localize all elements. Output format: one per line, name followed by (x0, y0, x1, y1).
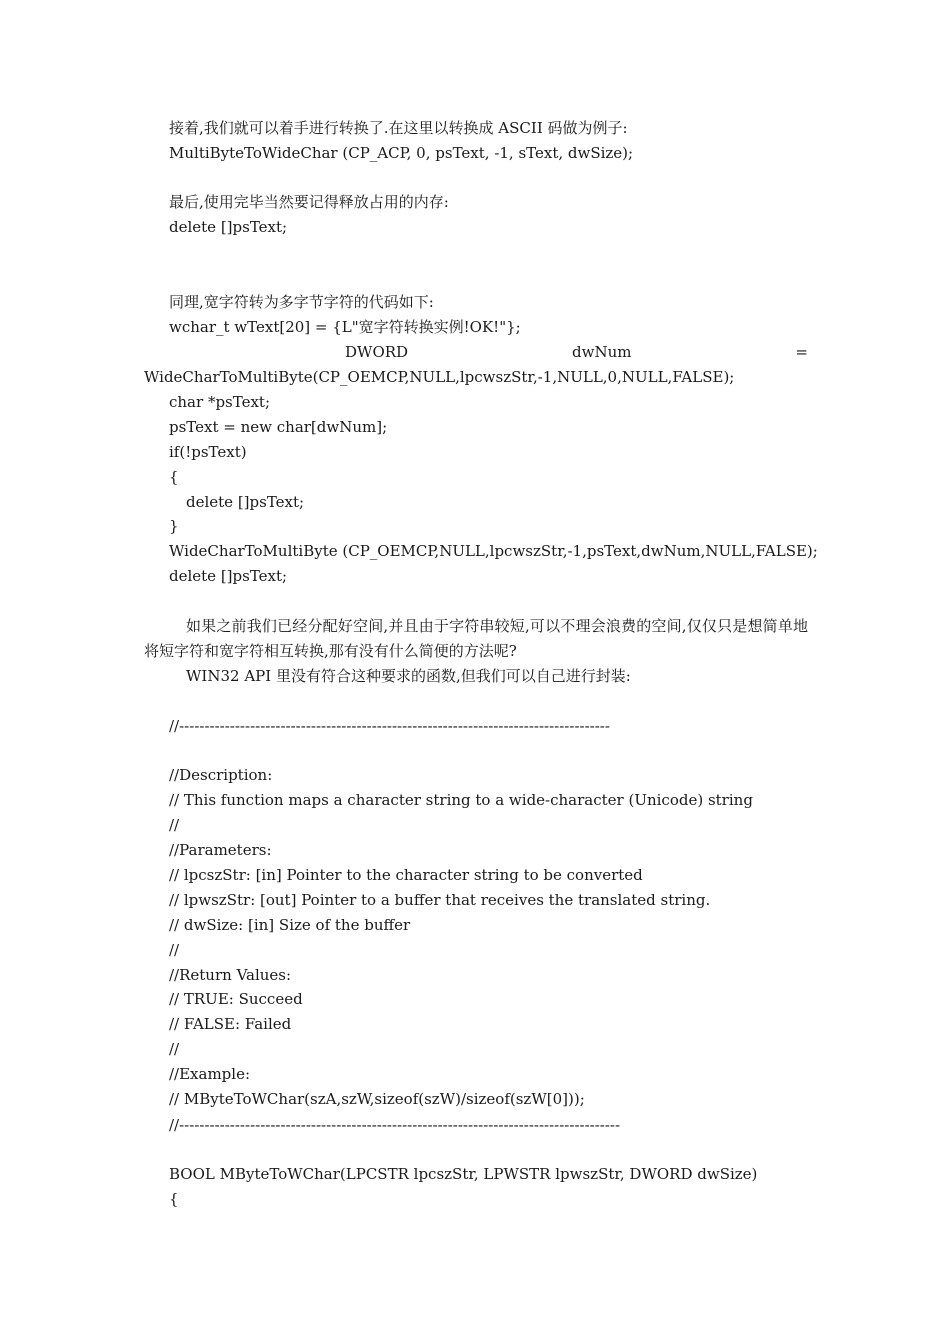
code-line: } (169, 517, 179, 535)
comment-line: // This function maps a character string to a wide-character (Unicode) string (169, 791, 753, 809)
code-line: BOOL MByteToWChar(LPCSTR lpcszStr, LPWSTR lpwszStr, DWORD dwSize) (169, 1165, 758, 1183)
code-line: WideCharToMultiByte(CP_OEMCP,NULL,lpcwszStr,-1,NULL,0,NULL,FALSE); (144, 368, 735, 386)
code-line: delete []psText; (186, 493, 305, 511)
code-token: = (795, 343, 808, 361)
paragraph: 如果之前我们已经分配好空间,并且由于字符串较短,可以不理会浪费的空间,仅仅只是想简单地将短字符和宽字符相互转换,那有没有什么简便的方法呢? (144, 617, 808, 660)
text-line: 同理,宽字符转为多字节字符的代码如下: (169, 293, 434, 311)
code-line: delete []psText; (169, 218, 288, 236)
code-line: if(!psText) (169, 443, 247, 461)
code-line: delete []psText; (169, 567, 288, 585)
code-line: MultiByteToWideChar (CP_ACP, 0, psText, -1, sText, dwSize); (169, 144, 634, 162)
comment-separator: //--------------------------------------------------------------------------------------- (169, 1116, 621, 1134)
code-line: char *psText; (169, 393, 271, 411)
code-token: DWORD (345, 343, 409, 361)
text-line: 最后,使用完毕当然要记得释放占用的内存: (169, 193, 449, 211)
text-line: WIN32 API 里没有符合这种要求的函数,但我们可以自己进行封装: (186, 667, 631, 685)
comment-line: //Example: (169, 1065, 251, 1083)
code-line: { (169, 1190, 179, 1208)
comment-line: // TRUE: Succeed (169, 990, 303, 1008)
comment-line: // (169, 816, 180, 834)
comment-line: // FALSE: Failed (169, 1015, 292, 1033)
code-line: { (169, 468, 179, 486)
comment-separator: //------------------------------------------------------------------------------------- (169, 717, 610, 735)
code-line: wchar_t wText[20] = {L"宽字符转换实例!OK!"}; (169, 318, 521, 336)
comment-line: // lpwszStr: [out] Pointer to a buffer that receives the translated string. (169, 891, 711, 909)
code-line-justified (144, 342, 808, 362)
text-line: 接着,我们就可以着手进行转换了.在这里以转换成 ASCII 码做为例子: (169, 119, 628, 137)
code-line: WideCharToMultiByte (CP_OEMCP,NULL,lpcwszStr,-1,psText,dwNum,NULL,FALSE); (169, 542, 818, 560)
comment-line: // MByteToWChar(szA,szW,sizeof(szW)/sizeof(szW[0])); (169, 1090, 585, 1108)
comment-line: // lpcszStr: [in] Pointer to the character string to be converted (169, 866, 643, 884)
comment-line: // (169, 941, 180, 959)
comment-line: // (169, 1040, 180, 1058)
comment-line: //Parameters: (169, 841, 272, 859)
code-token: dwNum (572, 343, 632, 361)
comment-line: //Return Values: (169, 966, 292, 984)
comment-line: //Description: (169, 766, 273, 784)
comment-line: // dwSize: [in] Size of the buffer (169, 916, 411, 934)
code-line: psText = new char[dwNum]; (169, 418, 388, 436)
